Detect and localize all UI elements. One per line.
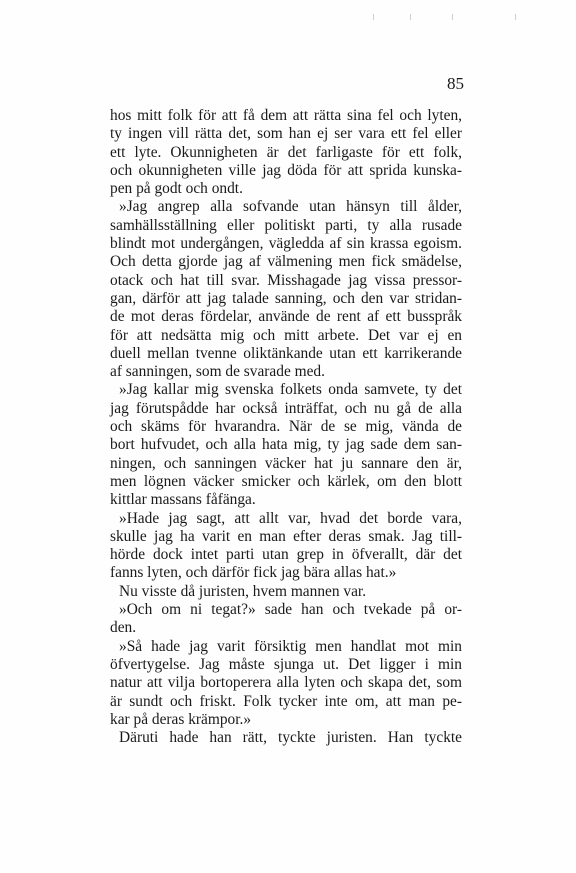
text-line: kittlar massans fåfänga. — [110, 491, 256, 509]
text-line: men lögnen väcker smicker och kärlek, om den blott — [110, 472, 462, 490]
text-line: kar på deras krämpor.» — [110, 710, 252, 728]
text-line: »Hade jag sagt, att allt var, hvad det borde vara, — [119, 509, 462, 527]
text-line: hörde dock intet parti utan grep in öfverallt, där det — [110, 546, 462, 564]
text-line: och okunnigheten ville jag döda för att sprida kunska- — [110, 161, 462, 179]
text-line: gan, därför att jag talade sanning, och den var stridan- — [110, 289, 462, 307]
text-line: samhällsställning eller politiskt parti, ty alla rusade — [110, 216, 462, 234]
body-text — [110, 107, 462, 747]
text-line: jag förutspådde har också inträffat, och nu gå de alla — [110, 399, 462, 417]
scan-speck — [515, 14, 516, 20]
scan-speck — [373, 14, 374, 20]
text-line: de mot deras fördelar, använde de rent af ett busspråk — [110, 308, 462, 326]
text-line: är sundt och friskt. Folk tycker inte om, att man pe- — [110, 692, 462, 710]
text-line: »Och om ni tegat?» sade han och tvekade på or- — [119, 601, 462, 619]
text-line: öfvertygelse. Jag måste sjunga ut. Det ligger i min — [110, 655, 462, 673]
text-line: duell mellan tvenne oliktänkande utan ett karrikerande — [110, 344, 462, 362]
text-line: skulle jag ha varit en man efter deras smak. Jag till- — [110, 527, 462, 545]
text-line: och skäms för hvarandra. När de se mig, vända de — [110, 418, 462, 436]
text-line: Och detta gjorde jag af välmening men fick smädelse, — [110, 253, 462, 271]
text-line: »Jag kallar mig svenska folkets onda samvete, ty det — [119, 381, 462, 399]
text-line: otack och hat till svar. Misshagade jag vissa pressor- — [110, 271, 462, 289]
text-line: bort hufvudet, och alla hata mig, ty jag sade dem san- — [110, 436, 462, 454]
scan-speck — [410, 14, 411, 20]
text-line: fanns lyten, och därför fick jag bära allas hat.» — [110, 564, 397, 582]
text-line: Nu visste då juristen, hvem mannen var. — [119, 582, 367, 600]
text-line: för att nedsätta mig och mitt arbete. Det var ej en — [110, 326, 462, 344]
text-line: »Jag angrep alla sofvande utan hänsyn till ålder, — [119, 198, 462, 216]
scan-speck — [452, 14, 453, 20]
text-line: ty ingen vill rätta det, som han ej ser vara ett fel eller — [110, 125, 462, 143]
text-line: af sanningen, som de svarade med. — [110, 363, 325, 381]
text-line: blindt mot undergången, vägledda af sin krassa egoism. — [110, 235, 462, 253]
text-line: »Så hade jag varit försiktig men handlat mot min — [119, 637, 462, 655]
text-line: den. — [110, 619, 137, 637]
text-line: ningen, och sanningen väcker hat ju sannare den är, — [110, 454, 462, 472]
text-line: hos mitt folk för att få dem att rätta sina fel och lyten, — [110, 107, 462, 124]
text-line: Däruti hade han rätt, tyckte juristen. Han tyckte — [119, 729, 462, 747]
text-line: pen på godt och ondt. — [110, 180, 243, 198]
page-number: 85 — [447, 74, 464, 93]
text-line: ett lyte. Okunnigheten är det farligaste för ett folk, — [110, 143, 462, 161]
text-line: natur att vilja bortoperera alla lyten och skapa det, som — [110, 674, 462, 692]
